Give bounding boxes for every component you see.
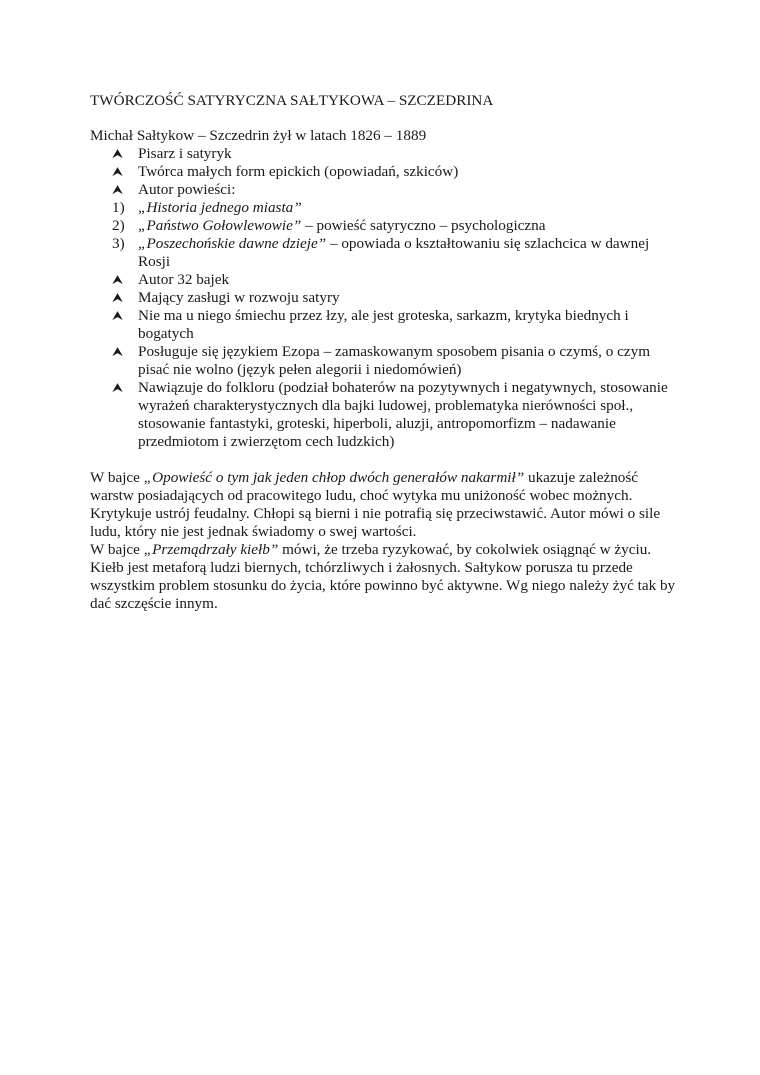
arrowhead-bullet-icon: ⮝: [112, 380, 124, 395]
arrowhead-bullet-icon: ⮝: [112, 290, 124, 305]
list-item: [90, 199, 680, 217]
work-title: „Historia jednego miasta”: [138, 199, 302, 216]
paragraph: W bajce „Opowieść o tym jak jeden chłop dwóch generałów nakarmił” ukazuje zależność warstw posiadających od pracowitego ludu, choć wytyka mu uniżoność wobec możnych. Krytykuje ustrój feudalny. Chłopi są bierni i nie potrafią się przeciwstawić. Autor mówi o sile ludu, który nie jest jednak świadomy o swej wartości.: [90, 469, 661, 540]
list-number: 1): [112, 199, 125, 216]
list-item: ⮝ Twórca małych form epickich (opowiadań, szkiców): [112, 163, 459, 180]
work-title: „Przemądrzały kiełb”: [143, 541, 279, 558]
list-item: ⮝ Mający zasługi w rozwoju satyry: [112, 289, 340, 306]
arrowhead-bullet-icon: ⮝: [112, 272, 124, 287]
paragraph-spacer: [90, 451, 680, 469]
arrowhead-bullet-icon: ⮝: [112, 146, 124, 161]
arrowhead-bullet-icon: ⮝: [112, 164, 124, 179]
list-item: ⮝ Autor 32 bajek: [112, 271, 230, 288]
arrowhead-bullet-icon: ⮝: [112, 308, 124, 323]
document-title: TWÓRCZOŚĆ SATYRYCZNA SAŁTYKOWA – SZCZEDRINA: [90, 92, 494, 109]
arrowhead-bullet-icon: ⮝: [112, 344, 124, 359]
list-item: ⮝ Posługuje się językiem Ezopa – zamaskowanym sposobem pisania o czymś, o czym pisać nie wolno (język pełen alegorii i niedomówień): [112, 343, 651, 378]
work-title: „Poszechońskie dawne dzieje”: [138, 235, 327, 252]
work-title: „Państwo Gołowlewowie”: [138, 217, 302, 234]
list-number: 3): [112, 235, 125, 252]
paragraph: W bajce „Przemądrzały kiełb” mówi, że trzeba ryzykować, by cokolwiek osiągnąć w życiu. Kiełb jest metaforą ludzi biernych, tchórzliwych i żałosnych. Sałtykow porusza tu przede wszystkim problem stosunku do życia, które powinno być aktywne. Wg niego należy żyć tak by dać szczęście innym.: [90, 541, 676, 612]
list-item: 2) „Państwo Gołowlewowie” – powieść satyryczno – psychologiczna: [112, 217, 546, 234]
list-item: ⮝ Nie ma u niego śmiechu przez łzy, ale jest groteska, sarkazm, krytyka biednych i bogatych: [112, 307, 629, 342]
list-item: 3) „Poszechońskie dawne dzieje” – opowiada o kształtowaniu się szlachcica w dawnej Rosji: [112, 235, 650, 270]
list-item: ⮝ Nawiązuje do folkloru (podział bohaterów na pozytywnych i negatywnych, stosowanie wyrażeń charakterystycznych dla bajki ludowej, problematyka nierówności społ., stosowanie fantastyki, groteski, hiperboli, aluzji, antropomorfizm – nadawanie przedmiotom i zwierzętom cech ludzkich): [112, 379, 668, 450]
arrowhead-bullet-icon: ⮝: [112, 182, 124, 197]
list-item: ⮝ Autor powieści:: [112, 181, 236, 198]
intro-line: Michał Sałtykow – Szczedrin żył w latach 1826 – 1889: [90, 127, 427, 144]
document-page: [90, 92, 680, 613]
bullet-list: [90, 145, 680, 451]
work-title: „Opowieść o tym jak jeden chłop dwóch generałów nakarmił”: [143, 469, 525, 486]
list-number: 2): [112, 217, 125, 234]
list-item: ⮝ Pisarz i satyryk: [112, 145, 232, 162]
